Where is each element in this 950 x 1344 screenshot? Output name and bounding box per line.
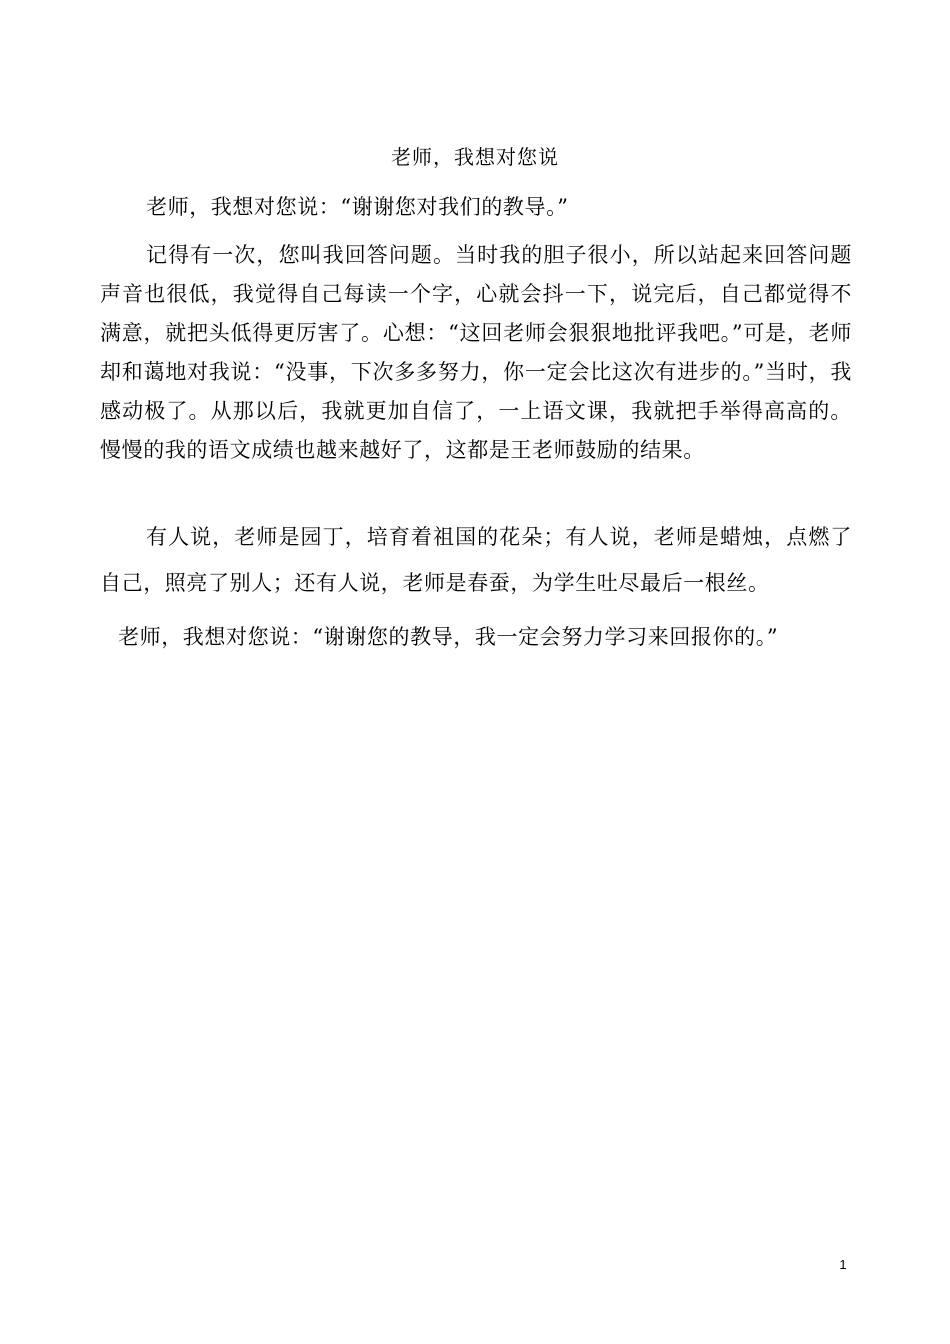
paragraph-memory: 记得有一次，您叫我回答问题。当时我的胆子很小，所以站起来回答问题声音也很低，我觉得自己每读一个字，心就会抖一下，说完后，自己都觉得不满意，就把头低得更厉害了。心想：“这回老师会狠狠地批评我吧。”可是，老师却和蔼地对我说：“没事，下次多多努力，你一定会比这次有进步的。”当时，我感动极了。从那以后，我就更加自信了，一上语文课，我就把手举得高高的。慢慢的我的语文成绩也越来越好了，这都是王老师鼓励的结果。	[100, 243, 852, 462]
paragraph-metaphors: 有人说，老师是园丁，培育着祖国的花朵；有人说，老师是蜡烛，点燃了自己，照亮了别人；还有人说，老师是春蚕，为学生吐尽最后一根丝。	[100, 525, 852, 595]
page-number: 1	[839, 1257, 847, 1272]
paragraph-closing: 老师，我想对您说：“谢谢您的教导，我一定会努力学习来回报你的。”	[118, 625, 779, 649]
document-title: 老师，我想对您说	[391, 145, 559, 169]
paragraph-opening: 老师，我想对您说：“谢谢您对我们的教导。”	[146, 195, 569, 219]
